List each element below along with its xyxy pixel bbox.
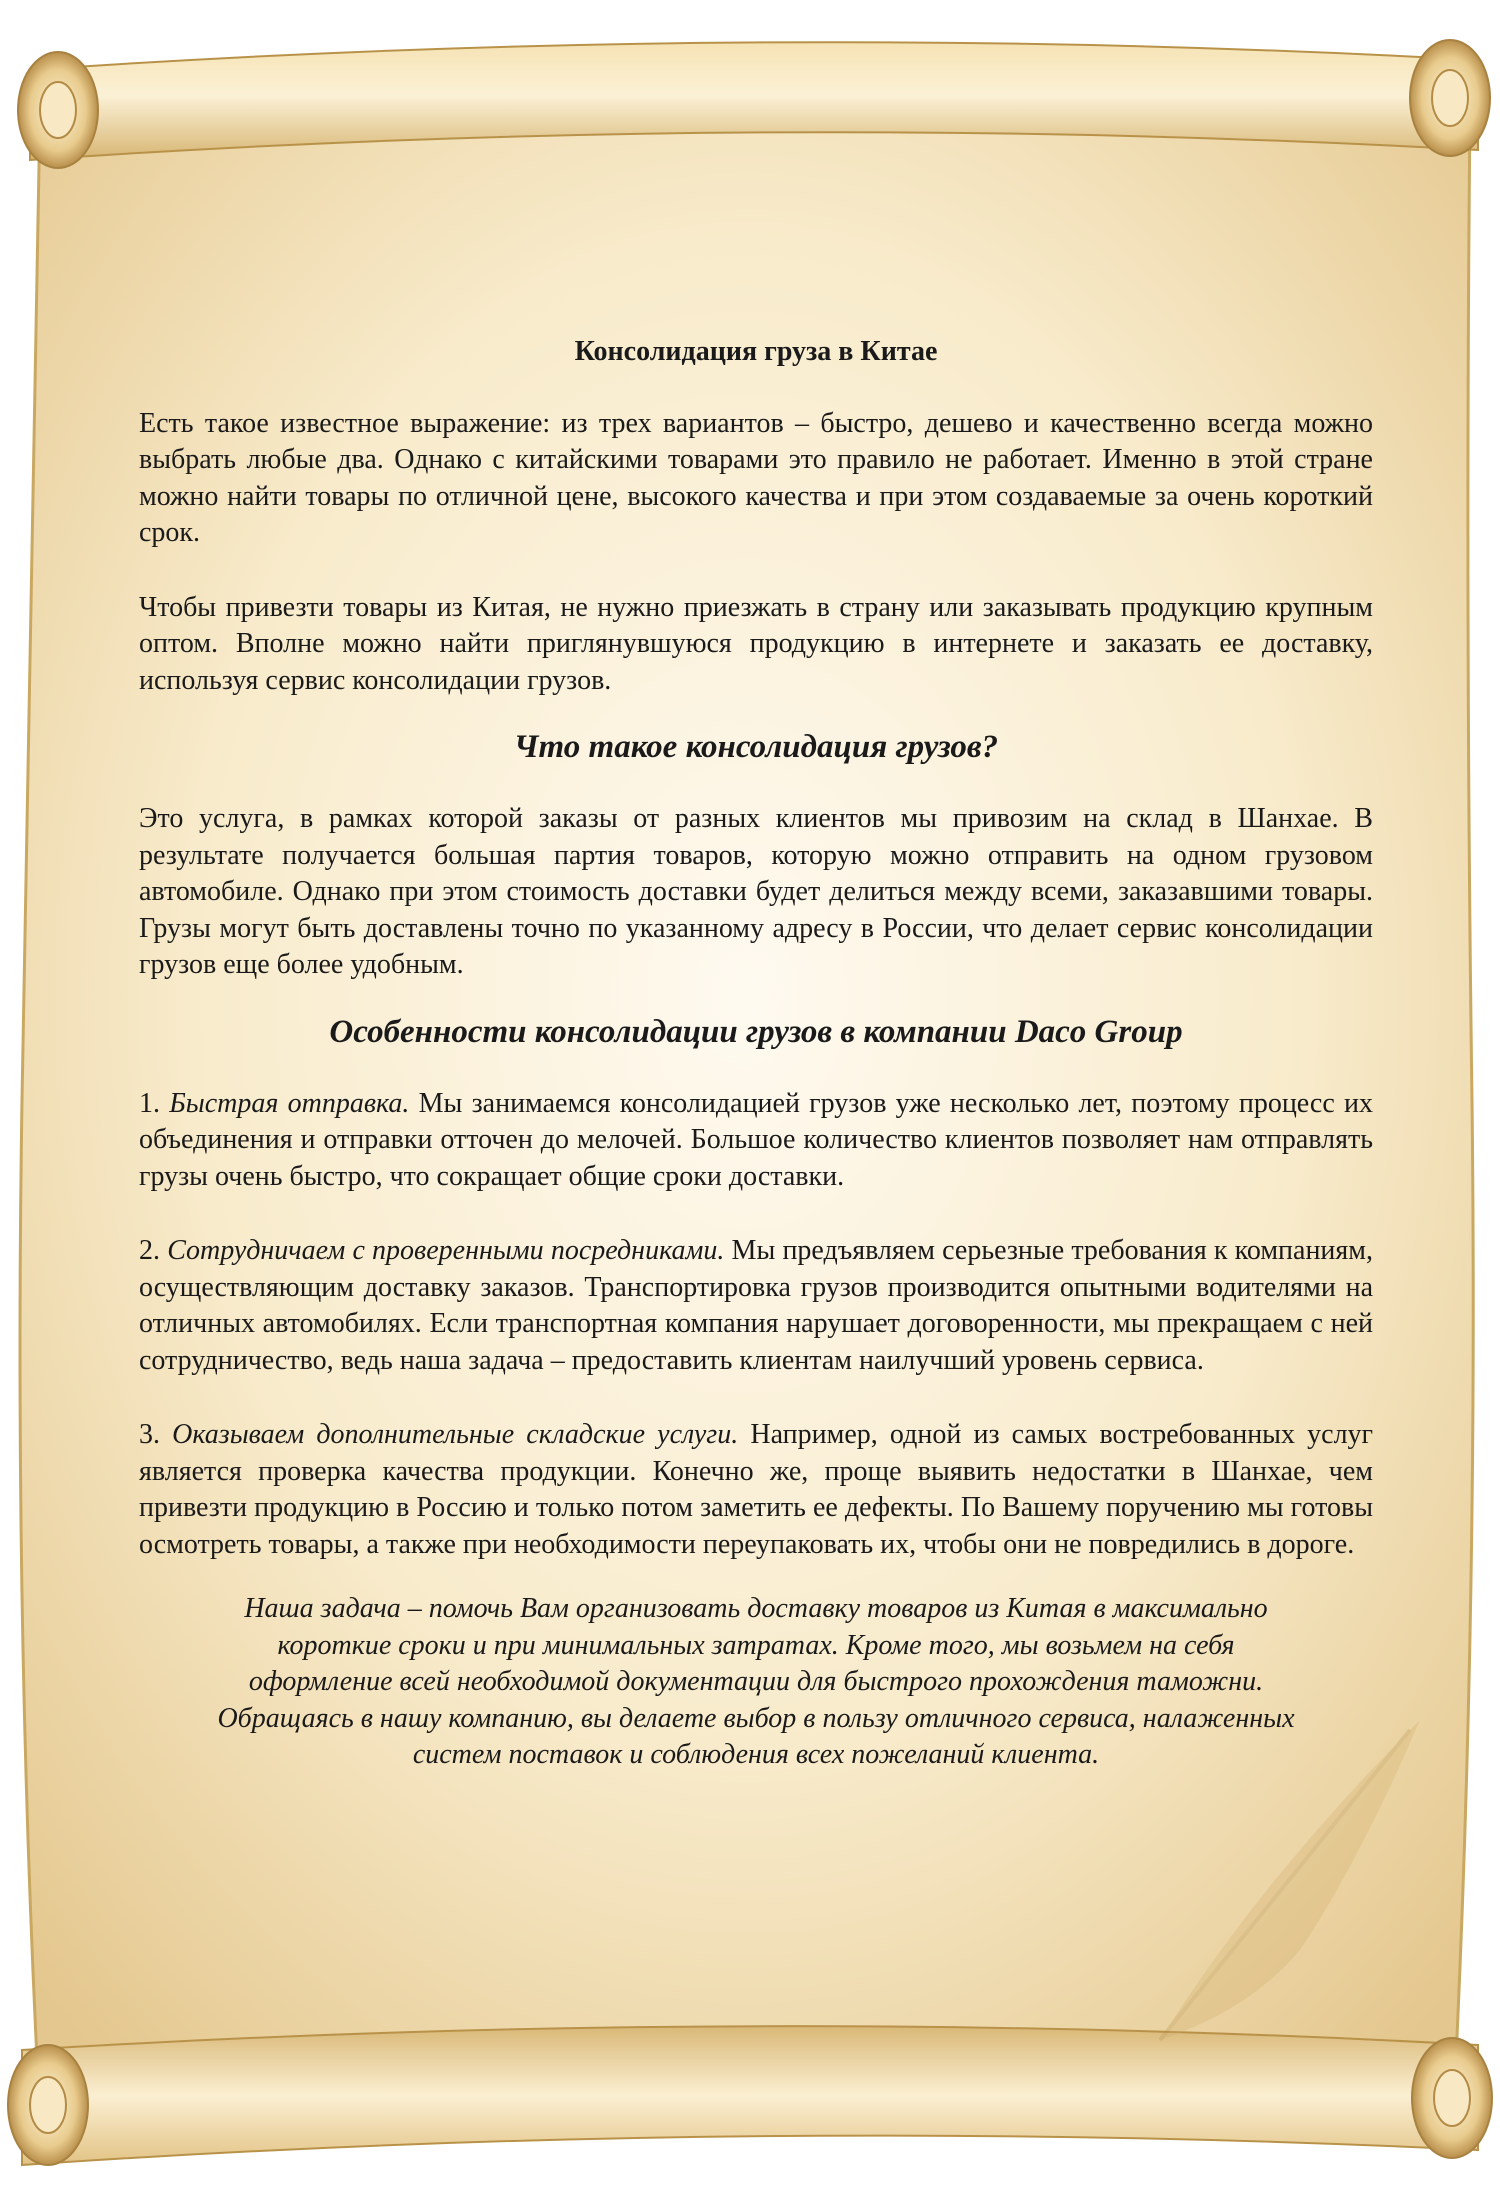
closing-statement [139,1591,1373,1774]
feature-text: Например, одной из самых востребованных услуг является проверка качества продукции. Конечно же, проще выявить недостатки в Шанхае, чем привезти продукцию в Россию и только потом заметить ее дефекты. По Вашему поручению мы готовы осмотреть товары, а также при необходимости переупаковать их, чтобы они не повредились в дороге. [139,1419,1374,1560]
section-heading-what-is: Что такое консолидация грузов? [513,729,999,765]
closing-line: оформление всей необходимой документации для быстрого прохождения таможни. [248,1666,1264,1697]
section-heading-features: Особенности консолидации грузов в компании Daco Group [329,1013,1183,1050]
feature-item-3 [139,1417,1373,1563]
feature-text: Мы предъявляем серьезные требования к компаниям, осуществляющим доставку заказов. Транспортировка грузов производится опытными водителями на отличных автомобилях. Если транспортная компания нарушает договоренности, мы прекращаем с ней сотрудничество, ведь наша задача – предоставить клиентам наилучший уровень сервиса. [139,1235,1374,1376]
feature-text: Мы занимаемся консолидацией грузов уже несколько лет, поэтому процесс их объединения и отправки отточен до мелочей. Большое количество клиентов позволяет нам отправлять грузы очень быстро, что сокращает общие сроки доставки. [139,1087,1374,1192]
feature-label: Сотрудничаем с проверенными посредниками. [167,1235,725,1266]
feature-item-1 [139,1086,1373,1196]
feature-label: Быстрая отправка. [169,1087,410,1119]
feature-label: Оказываем дополнительные складские услуги. [172,1419,739,1450]
intro-paragraph-2: Чтобы привезти товары из Китая, не нужно приезжать в страну или заказывать продукцию крупным оптом. Вполне можно найти приглянувшуюся продукцию в интернете и заказать ее доставку, используя сервис консолидации грузов. [139,591,1373,696]
feature-number: 1. [139,1087,160,1119]
document-content [139,334,1373,1774]
closing-line: систем поставок и соблюдения всех пожеланий клиента. [412,1739,1100,1770]
feature-number: 2. [139,1235,160,1266]
closing-line: Обращаясь в нашу компанию, вы делаете выбор в пользу отличного сервиса, налаженных [217,1702,1295,1734]
intro-paragraph-1: Есть такое известное выражение: из трех вариантов – быстро, дешево и качественно всегда можно выбрать любые два. Однако с китайскими товарами это правило не работает. Именно в этой стране можно найти товары по отличной цене, высокого качества и при этом создаваемые за очень короткий срок. [139,407,1373,548]
section1-paragraph: Это услуга, в рамках которой заказы от разных клиентов мы привозим на склад в Шанхае. В результате получается большая партия товаров, которую можно отправить на одном грузовом автомобиле. Однако при этом стоимость доставки будет делиться между всеми, заказавшими товары. Грузы могут быть доставлены точно по указанному адресу в России, что делает сервис консолидации грузов еще более удобным. [139,803,1373,980]
document-title: Консолидация груза в Китае [574,336,938,367]
feature-number: 3. [139,1419,160,1450]
closing-line: Наша задача – помочь Вам организовать доставку товаров из Китая в максимально [244,1593,1268,1624]
feature-item-2 [139,1233,1373,1379]
closing-line: короткие сроки и при минимальных затратах. Кроме того, мы возьмем на себя [277,1629,1235,1661]
